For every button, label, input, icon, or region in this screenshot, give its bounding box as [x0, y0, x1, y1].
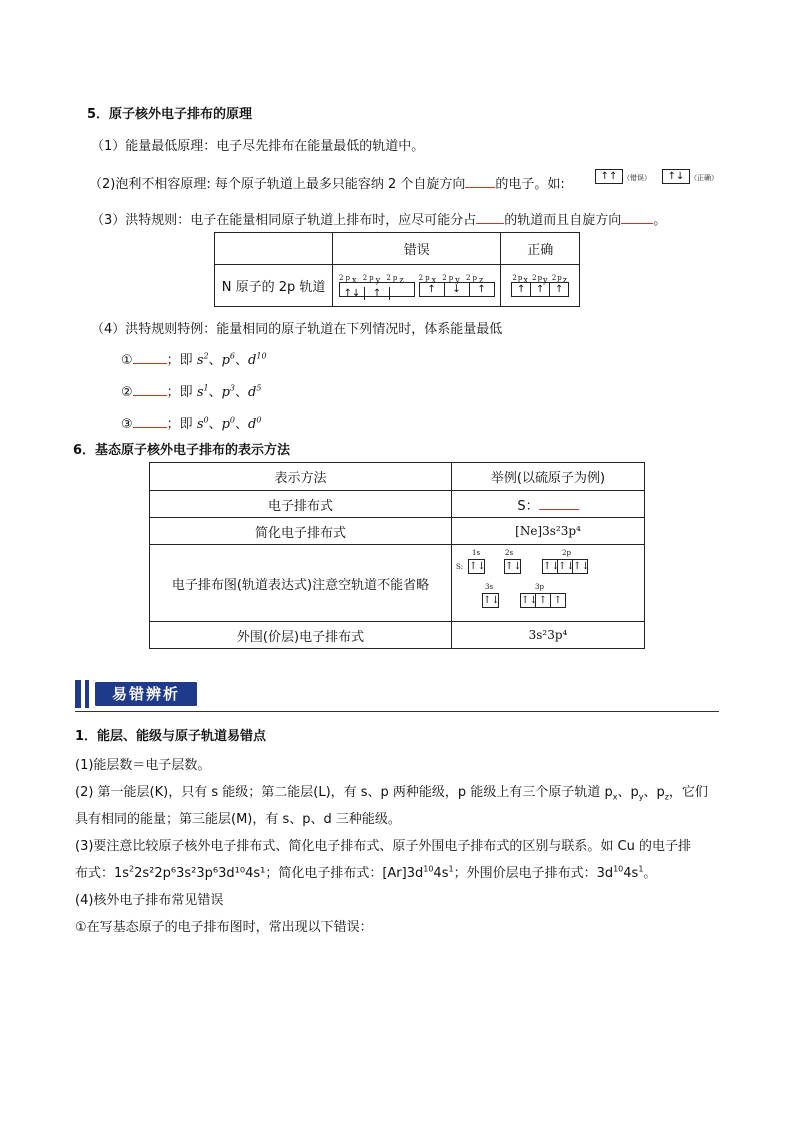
rule-2-text-b: 的电子。如: [495, 177, 565, 192]
case-text: ；即 [166, 353, 193, 368]
cu-config-a: 布式：1s [75, 866, 130, 881]
sep: 、 [208, 417, 222, 432]
orb-sub: z [478, 275, 486, 285]
rule-3-text-a: （3）洪特规则：电子在能量相同原子轨道上排布时，应尽可能分占 [91, 213, 477, 228]
orb-s: s [196, 385, 204, 400]
blank-full[interactable] [133, 351, 167, 364]
orbital-box-icon: ↑ ↓ ↑ [419, 282, 495, 297]
wrong-orbital-cell [333, 265, 501, 307]
row-diagram-label: 电子排布图(轨道表达式)注意空轨道不能省略 [150, 545, 452, 622]
exp: 1 [203, 383, 209, 393]
banner-underline [75, 711, 719, 712]
exp: 2 [203, 351, 209, 361]
error-analysis-banner [75, 680, 199, 708]
blank-spin[interactable] [465, 175, 495, 188]
right-orbital-cell [501, 265, 580, 307]
orb-sub: x [351, 275, 359, 285]
errors-line-6: (4)核外电子排布常见错误 [75, 893, 224, 908]
table-header-wrong: 错误 [333, 233, 501, 265]
cu-config-d: 。 [643, 866, 657, 881]
case-text: ；即 [166, 417, 193, 432]
errors-line-1: (1)能层数＝电子层数。 [75, 758, 211, 773]
blank-empty[interactable] [133, 415, 167, 428]
orb-label: 2p [466, 274, 479, 282]
blank-half[interactable] [133, 383, 167, 396]
case-number: ③ [121, 417, 133, 432]
errors-line-2a: (2) 第一能层(K)，只有 s 能级；第二能层(L)，有 s、p 两种能级，p 能级上有三个原子轨道 p [75, 785, 613, 800]
orb-2s-label: 2s [505, 549, 514, 557]
row-config-label: 电子排布式 [150, 491, 452, 518]
sep: 、 [208, 353, 222, 368]
orb-label: 2p [442, 274, 456, 282]
rule-3-text-b: 的轨道而且自旋方向 [504, 213, 622, 228]
orb-sub: y [455, 275, 462, 285]
representation-table [149, 462, 645, 649]
sep: 、 [208, 385, 222, 400]
special-case-2 [121, 381, 261, 400]
orbital-box-icon: ↑ ↑ ↑ [511, 282, 569, 297]
orb-sub: y [375, 275, 383, 285]
orb-p: p [221, 385, 230, 400]
errors-line-3: 具有相同的能量；第三能层(M)，有 s、p、d 三种能级。 [75, 812, 401, 827]
wrong-orbital-group-2 [419, 274, 495, 297]
special-case-1 [121, 349, 267, 368]
blank-separate[interactable] [476, 211, 504, 224]
exp: 6 [229, 351, 236, 361]
hund-table [214, 232, 580, 307]
errors-title: 1．能层、能级与原子轨道易错点 [75, 729, 267, 744]
row-valence-label: 外围(价层)电子排布式 [150, 622, 452, 649]
orb-d: d [248, 353, 257, 368]
orbital-box-icon: ↑↓ [469, 561, 486, 572]
section-5-title: 5．原子核外电子排布的原理 [87, 107, 253, 122]
orb-sub: y [543, 275, 549, 285]
errors-line-2 [75, 781, 708, 800]
orbital-box-icon: ↑↓ [483, 595, 500, 606]
wrong-tag: （错误） [623, 174, 651, 182]
case-text: ；即 [166, 385, 193, 400]
sulfur-symbol: S: [456, 563, 464, 571]
exp: 0 [229, 415, 236, 425]
errors-line-7: ①在写基态原子的电子排布图时，常出现以下错误： [75, 920, 373, 935]
sub-y: y [638, 792, 644, 802]
row-short-config-label: 简化电子排布式 [150, 518, 452, 545]
cu-config-c: ；外围价层电子排布式：3d [453, 866, 614, 881]
rule-4-text: （4）洪特规则特例：能量相同的原子轨道在下列情况时，体系能量最低 [91, 322, 503, 337]
blank-same-spin[interactable] [621, 211, 653, 224]
orb-s: s [196, 353, 204, 368]
orb-d: d [248, 385, 257, 400]
orbital-box-icon: ↑↓ [662, 169, 690, 184]
rule-2-text-a: （2)泡利不相容原理: 每个原子轨道上最多只能容纳 2 个自旋方向 [89, 177, 466, 192]
table-header-method: 表示方法 [150, 463, 452, 491]
banner-label: 易错辨析 [111, 685, 180, 703]
pauli-wrong-example [595, 169, 651, 184]
table-header-example: 举例(以硫原子为例) [452, 463, 645, 491]
row-diagram-value [452, 545, 645, 622]
right-tag: （正确） [690, 174, 718, 182]
row-valence-value: 3s²3p⁴ [452, 622, 645, 649]
cu-config-b: ；简化电子排布式：[Ar]3d [265, 866, 424, 881]
case-number: ② [121, 385, 133, 400]
orbital-box-icon: ↑↓ ↑ [339, 282, 415, 297]
orb-3s-label: 3s [485, 583, 494, 591]
special-case-3 [121, 413, 261, 432]
orb-label: 2p [386, 274, 400, 282]
sub-z: z [664, 792, 669, 802]
row-config-value [452, 491, 645, 518]
rule-1-text: （1）能量最低原理：电子尽先排布在能量最低的轨道中。 [91, 139, 425, 154]
orb-1s-label: 1s [472, 549, 481, 557]
exp: 5 [256, 383, 262, 393]
orb-d: d [248, 417, 257, 432]
orb-s: s [196, 417, 204, 432]
orb-sub: x [523, 275, 529, 285]
orb-p: p [221, 353, 230, 368]
errors-line-2b: ，它们 [668, 785, 708, 800]
rule-2-line [89, 173, 565, 192]
orb-p: p [221, 417, 230, 432]
cu-config-full: 2s²2p⁶3s²3p⁶3d¹⁰4s¹ [134, 866, 266, 881]
errors-line-2s: 、p [617, 785, 639, 800]
errors-line-5: 布式：$1s^22s^22p^63s^23p^63d^{10}4s^1$；简化电子排布式：$[Ar]3d^{10}4s^1$；外围价层电子排布式：$3d^{10}4s^1$。 [75, 864, 657, 881]
rule-3-text-c: 。 [653, 213, 667, 228]
section-6-title: 6．基态原子核外电子排布的表示方法 [73, 443, 291, 458]
orb-label: 2p [362, 274, 376, 282]
sep: 、 [235, 353, 249, 368]
orbital-box-icon: ↑↑ [595, 169, 623, 184]
sep: 、 [235, 417, 249, 432]
errors-line-2s2: 、p [643, 785, 665, 800]
orb-sub: z [399, 275, 406, 285]
orb-label: 2p [512, 274, 524, 282]
orbital-box-icon: ↑↓ [505, 561, 522, 572]
orb-sub: x [431, 275, 439, 285]
table-header-right: 正确 [501, 233, 580, 265]
orb-sub: z [562, 275, 568, 285]
orb-label: 2p [418, 274, 432, 282]
sep: 、 [235, 385, 249, 400]
orb-2p-label: 2p [562, 549, 571, 557]
exp: 0 [203, 415, 209, 425]
orb-label: 2p [339, 274, 352, 282]
sulfur-label: S： [517, 498, 539, 514]
exp: 3 [229, 383, 236, 393]
orb-label: 2p [551, 274, 563, 282]
sub-x: x [612, 792, 618, 802]
table-corner-cell [215, 233, 333, 265]
orb-3p-label: 3p [535, 583, 544, 591]
errors-line-4: (3)要注意比较原子核外电子排布式、简化电子排布式、原子外围电子排布式的区别与联系。如 Cu 的电子排 [75, 839, 691, 854]
orb-label: 2p [532, 274, 544, 282]
exp: 10 [256, 351, 267, 361]
blank-sulfur-config[interactable] [539, 497, 579, 510]
pauli-right-example [662, 169, 718, 184]
wrong-orbital-group-1 [339, 274, 415, 297]
orbital-box-icon: ↑↓↑ ↑ [520, 593, 566, 608]
rule-3-line [91, 209, 666, 228]
row-short-config-value: [Ne]3s²3p⁴ [452, 518, 645, 545]
case-number: ① [121, 353, 133, 368]
orbital-box-icon: ↑↓↑↓↑↓ [543, 561, 590, 572]
table-row-label: N 原子的 2p 轨道 [215, 265, 333, 307]
exp: 0 [256, 415, 262, 425]
